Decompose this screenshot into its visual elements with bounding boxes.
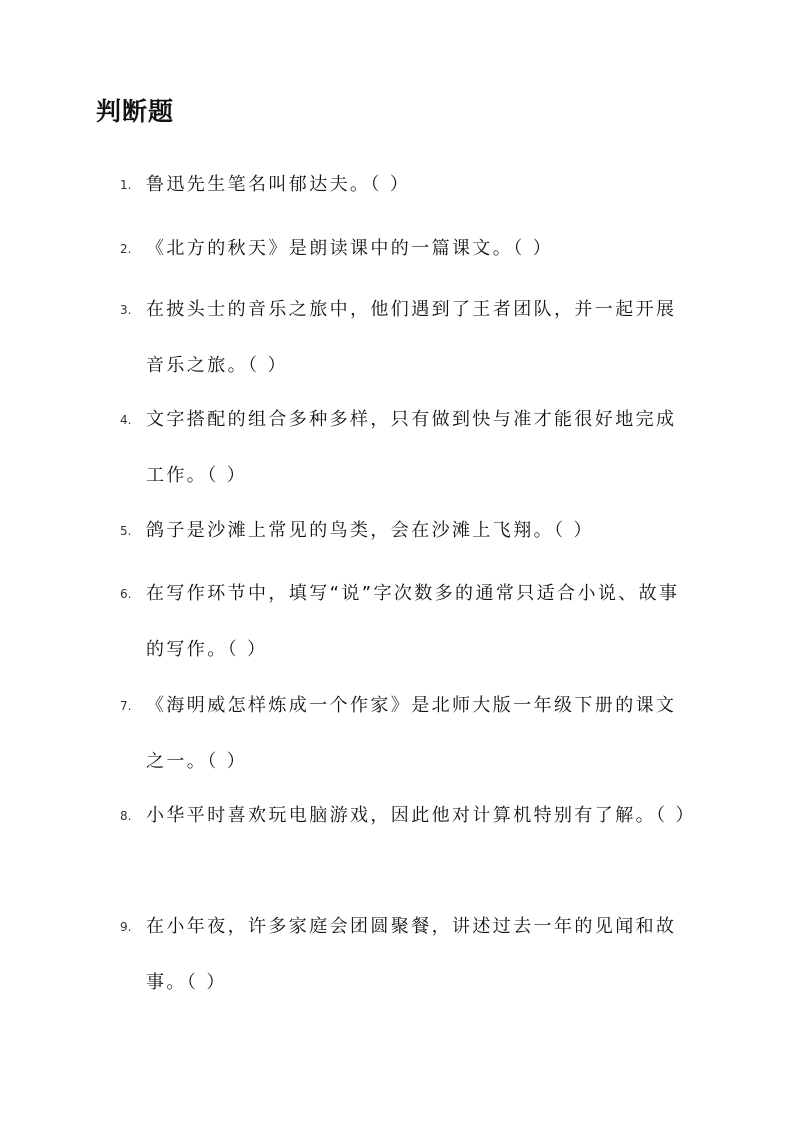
question-text: 在小年夜，许多家庭会团圆聚餐，讲述过去一年的见闻和故事。（ ） [146,916,677,993]
question-number: 4. [120,413,132,427]
question-text: 《海明威怎样炼成一个作家》是北师大版一年级下册的课文之一。（ ） [146,695,677,772]
question-text: 鲁迅先生笔名叫郁达夫。（ ） [146,174,411,195]
page-title: 判断题 [96,97,175,126]
question-text: 小华平时喜欢玩电脑游戏，因此他对计算机特别有了解。（ ） [146,805,696,826]
question-number: 7. [120,699,132,713]
question-text: 在披头士的音乐之旅中，他们遇到了王者团队，并一起开展音乐之旅。（ ） [146,299,677,376]
question-number: 9. [120,920,132,934]
question-text: 《北方的秋天》是朗读课中的一篇课文。（ ） [146,238,554,259]
question-number: 1. [120,178,132,192]
question-text: 鸽子是沙滩上常见的鸟类，会在沙滩上飞翔。（ ） [146,520,594,541]
question-number: 6. [120,587,132,601]
question-number: 2. [120,242,132,256]
question-number: 5. [120,524,132,538]
question-number: 3. [120,303,132,317]
question-text: 文字搭配的组合多种多样，只有做到快与准才能很好地完成工作。（ ） [146,409,677,486]
question-text: 在写作环节中，填写“说”字次数多的通常只适合小说、故事的写作。（ ） [146,583,680,660]
question-number: 8. [120,809,132,823]
